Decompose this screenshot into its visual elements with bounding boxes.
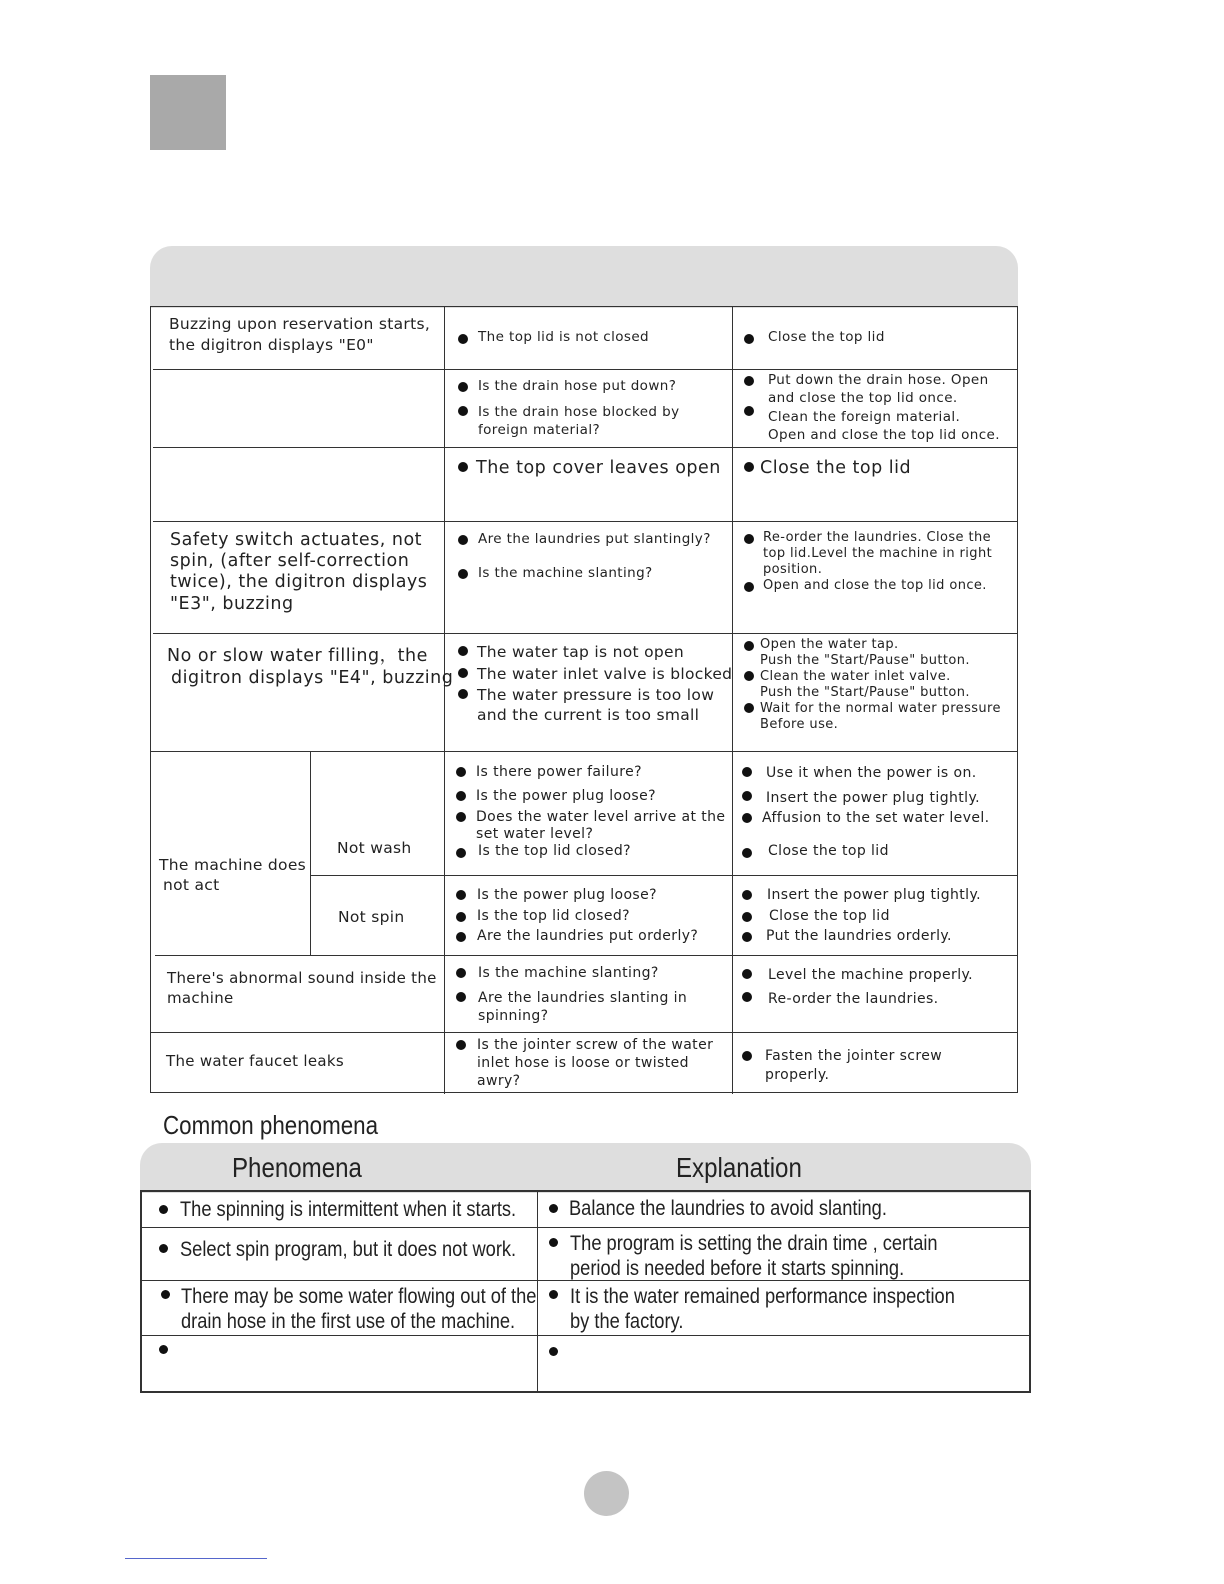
bullet-icon bbox=[742, 890, 752, 900]
phenomenon-text: machine bbox=[167, 989, 234, 1007]
phenomenon-text: The water faucet leaks bbox=[166, 1052, 344, 1070]
cause-text: foreign material? bbox=[478, 422, 601, 438]
solution-text: Use it when the power is on. bbox=[766, 765, 977, 781]
bullet-icon bbox=[744, 641, 754, 651]
common-phenomenon-text: There may be some water flowing out of the bbox=[181, 1285, 537, 1308]
bullet-icon bbox=[456, 912, 466, 922]
cause-text: and the current is too small bbox=[477, 706, 700, 724]
cause-text: spinning? bbox=[478, 1008, 549, 1024]
bullet-icon bbox=[458, 462, 468, 472]
bullet-icon bbox=[742, 932, 752, 942]
common-explanation-text: period is needed before it starts spinning. bbox=[570, 1257, 905, 1280]
cause-text: Is the jointer screw of the water bbox=[477, 1037, 714, 1053]
bullet-icon bbox=[742, 848, 752, 858]
bullet-icon bbox=[458, 569, 468, 579]
bullet-icon bbox=[744, 376, 754, 386]
bullet-icon bbox=[742, 813, 752, 823]
phenomenon-text: There's abnormal sound inside the bbox=[167, 969, 437, 987]
solution-text: Open the water tap. bbox=[760, 637, 899, 652]
cause-text: inlet hose is loose or twisted bbox=[477, 1055, 689, 1071]
row-divider bbox=[310, 875, 1017, 876]
solution-text: Close the top lid bbox=[760, 458, 912, 478]
cause-text: Is the top lid closed? bbox=[477, 908, 630, 924]
row-divider bbox=[153, 369, 1017, 370]
bullet-icon bbox=[458, 382, 468, 392]
cause-text: The top lid is not closed bbox=[478, 329, 649, 345]
cause-text: Is the power plug loose? bbox=[477, 887, 657, 903]
column-divider bbox=[537, 1192, 538, 1391]
bullet-icon bbox=[744, 406, 754, 416]
bullet-icon bbox=[456, 791, 466, 801]
solution-text: Clean the water inlet valve. bbox=[760, 669, 951, 684]
solution-text: Open and close the top lid once. bbox=[768, 427, 1000, 443]
cause-text: Are the laundries slanting in bbox=[478, 990, 688, 1006]
bullet-icon bbox=[159, 1244, 168, 1253]
phenomenon-text: No or slow water filling，the bbox=[167, 646, 428, 666]
phenomenon-text: digitron displays "E4", buzzing bbox=[171, 668, 454, 688]
common-explanation-text: The program is setting the drain time , certain bbox=[570, 1232, 938, 1255]
bullet-icon bbox=[458, 334, 468, 344]
phenomenon-text: twice), the digitron displays bbox=[170, 572, 428, 592]
phenomenon-text: the digitron displays "E0" bbox=[169, 336, 374, 354]
common-phenomenon-text: The spinning is intermittent when it starts. bbox=[180, 1198, 517, 1221]
cause-text: Is the machine slanting? bbox=[478, 965, 659, 981]
bullet-icon bbox=[456, 932, 466, 942]
sub-phenomenon-not-wash: Not wash bbox=[337, 839, 412, 857]
cause-text: Are the laundries put orderly? bbox=[477, 928, 699, 944]
cause-text: awry? bbox=[477, 1073, 521, 1089]
solution-text: Re-order the laundries. Close the bbox=[763, 530, 992, 545]
solution-text: Open and close the top lid once. bbox=[763, 578, 987, 593]
solution-text: Insert the power plug tightly. bbox=[767, 887, 981, 903]
cause-text: The water inlet valve is blocked bbox=[477, 665, 733, 683]
bullet-icon bbox=[742, 912, 752, 922]
cause-text: Are the laundries put slantingly? bbox=[478, 531, 711, 547]
bullet-icon bbox=[456, 968, 466, 978]
common-phenomenon-text: Select spin program, but it does not work. bbox=[180, 1238, 517, 1261]
phenomenon-text: Safety switch actuates, not bbox=[170, 530, 423, 550]
cause-text: Is the top lid closed? bbox=[478, 843, 631, 859]
bullet-icon bbox=[456, 848, 466, 858]
page-number-badge bbox=[584, 1471, 629, 1516]
bullet-icon bbox=[742, 992, 752, 1002]
header-explanation: Explanation bbox=[676, 1152, 802, 1183]
row-divider bbox=[153, 633, 1017, 634]
bullet-icon bbox=[744, 703, 754, 713]
bullet-icon bbox=[456, 992, 466, 1002]
bullet-icon bbox=[742, 767, 752, 777]
row-divider bbox=[151, 1032, 1017, 1033]
bullet-icon bbox=[456, 890, 466, 900]
solution-text: Clean the foreign material. bbox=[768, 409, 961, 425]
bullet-icon bbox=[458, 668, 468, 678]
column-divider bbox=[310, 751, 311, 955]
solution-text: and close the top lid once. bbox=[768, 390, 958, 406]
bullet-icon bbox=[456, 1040, 466, 1050]
cause-text: set water level? bbox=[476, 826, 594, 842]
bullet-icon bbox=[744, 462, 754, 472]
solution-text: Close the top lid bbox=[768, 843, 889, 859]
common-explanation-text: It is the water remained performance inspection bbox=[570, 1285, 955, 1308]
solution-text: properly. bbox=[765, 1067, 830, 1083]
cause-text: Is the machine slanting? bbox=[478, 565, 653, 581]
common-table-header bbox=[140, 1143, 1031, 1193]
row-divider bbox=[153, 447, 1017, 448]
bullet-icon bbox=[744, 582, 754, 592]
phenomenon-text: Buzzing upon reservation starts, bbox=[169, 315, 431, 333]
section-marker bbox=[150, 75, 226, 150]
cause-text: Does the water level arrive at the bbox=[476, 809, 726, 825]
common-explanation-text: by the factory. bbox=[570, 1310, 684, 1333]
cause-text: Is the drain hose blocked by bbox=[478, 404, 680, 420]
phenomenon-text: not act bbox=[163, 876, 220, 894]
bullet-icon bbox=[744, 671, 754, 681]
bullet-icon bbox=[744, 534, 754, 544]
bullet-icon bbox=[549, 1238, 558, 1247]
bullet-icon bbox=[744, 334, 754, 344]
solution-text: Close the top lid bbox=[769, 908, 890, 924]
bullet-icon bbox=[458, 646, 468, 656]
solution-text: Wait for the normal water pressure bbox=[760, 701, 1001, 716]
solution-text: Affusion to the set water level. bbox=[762, 810, 990, 826]
solution-text: Re-order the laundries. bbox=[768, 991, 939, 1007]
phenomenon-text: The machine does bbox=[159, 856, 307, 874]
footer-divider bbox=[125, 1558, 267, 1559]
cause-text: The water tap is not open bbox=[477, 643, 684, 661]
row-divider bbox=[142, 1227, 1029, 1228]
section-title: Common phenomena bbox=[163, 1110, 379, 1140]
bullet-icon bbox=[742, 791, 752, 801]
row-divider bbox=[142, 1335, 1029, 1336]
column-divider bbox=[444, 307, 445, 1094]
solution-text: Put down the drain hose. Open bbox=[768, 372, 989, 388]
solution-text: Insert the power plug tightly. bbox=[766, 790, 980, 806]
bullet-icon bbox=[159, 1205, 168, 1214]
bullet-icon bbox=[456, 812, 466, 822]
cause-text: The top cover leaves open bbox=[476, 458, 721, 478]
bullet-icon bbox=[549, 1204, 558, 1213]
header-phenomena: Phenomena bbox=[232, 1152, 362, 1183]
bullet-icon bbox=[458, 535, 468, 545]
cause-text: Is there power failure? bbox=[476, 764, 642, 780]
solution-text: top lid.Level the machine in right bbox=[763, 546, 993, 561]
sub-phenomenon-not-spin: Not spin bbox=[338, 908, 405, 926]
bullet-icon bbox=[458, 689, 468, 699]
bullet-icon bbox=[458, 406, 468, 416]
common-explanation-text: Balance the laundries to avoid slanting. bbox=[569, 1197, 887, 1220]
column-divider bbox=[732, 307, 733, 1094]
solution-text: Close the top lid bbox=[768, 329, 885, 345]
bullet-icon bbox=[456, 767, 466, 777]
row-divider bbox=[151, 751, 1017, 752]
solution-text: Level the machine properly. bbox=[768, 967, 974, 983]
cause-text: Is the power plug loose? bbox=[476, 788, 656, 804]
cause-text: The water pressure is too low bbox=[477, 686, 715, 704]
solution-text: Fasten the jointer screw bbox=[765, 1048, 943, 1064]
bullet-icon bbox=[549, 1290, 558, 1299]
phenomenon-text: spin, (after self-correction bbox=[170, 551, 410, 571]
cause-text: Is the drain hose put down? bbox=[478, 378, 677, 394]
troubleshooting-table-header bbox=[150, 246, 1018, 308]
bullet-icon bbox=[742, 969, 752, 979]
row-divider bbox=[153, 521, 1017, 522]
bullet-icon bbox=[159, 1345, 168, 1354]
solution-text: Push the "Start/Pause" button. bbox=[760, 685, 970, 700]
solution-text: position. bbox=[763, 562, 823, 577]
solution-text: Put the laundries orderly. bbox=[766, 928, 952, 944]
solution-text: Before use. bbox=[760, 717, 839, 732]
bullet-icon bbox=[549, 1347, 558, 1356]
phenomenon-text: "E3", buzzing bbox=[170, 594, 294, 614]
bullet-icon bbox=[742, 1051, 752, 1061]
bullet-icon bbox=[161, 1290, 170, 1299]
row-divider bbox=[155, 955, 1017, 956]
common-phenomenon-text: drain hose in the first use of the machine. bbox=[181, 1310, 516, 1333]
solution-text: Push the "Start/Pause" button. bbox=[760, 653, 970, 668]
